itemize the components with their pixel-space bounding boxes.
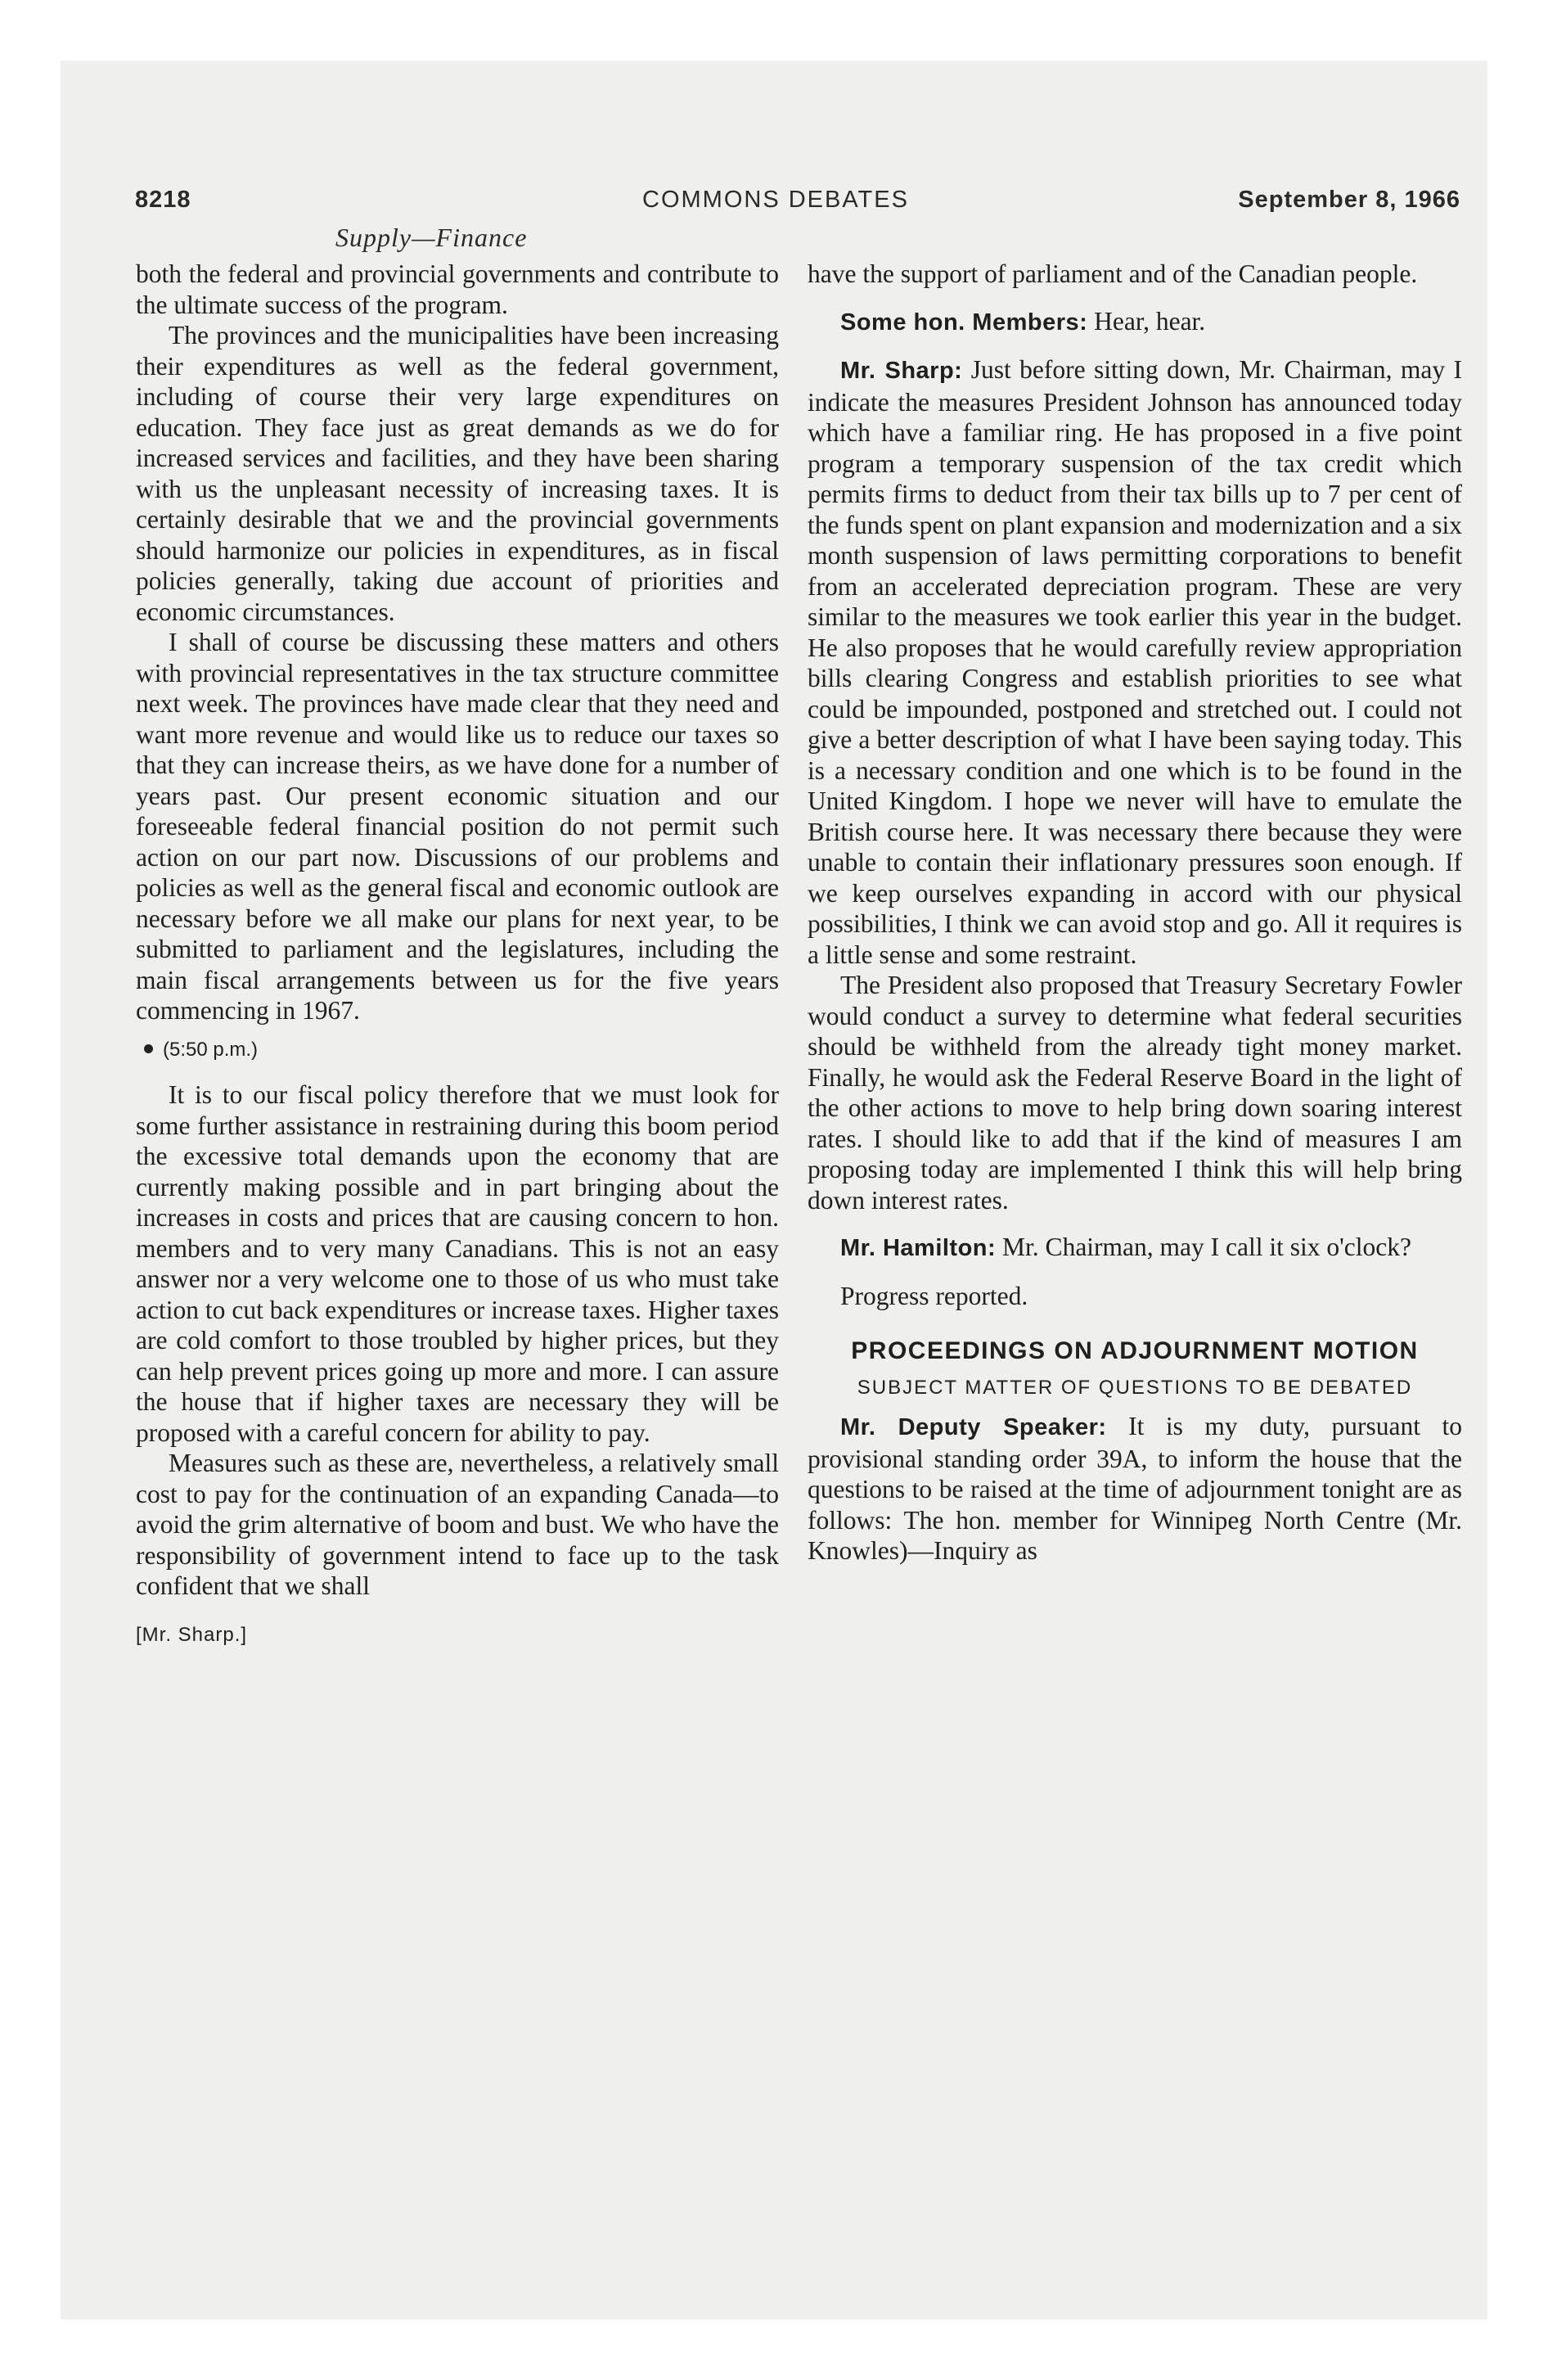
speaker-signature: [Mr. Sharp.] bbox=[136, 1623, 248, 1646]
speaker-name: Mr. Hamilton: bbox=[840, 1235, 997, 1261]
page-header bbox=[135, 187, 1460, 219]
speaker-name: Mr. Sharp: bbox=[840, 358, 963, 384]
section-heading: PROCEEDINGS ON ADJOURNMENT MOTION bbox=[851, 1337, 1419, 1364]
time-stamp bbox=[136, 1034, 779, 1066]
paragraph: The President also proposed that Treasury Secretary Fowler would conduct a survey to determine what federal securities should be withheld from the already tight money market. Finally, he would ask the Federal Reserve Board in the light of the other actions to move to help bring down soaring interest rates. I should like to add that if the kind of measures I am proposing today are implemented I think this will help bring down interest rates. bbox=[808, 971, 1462, 1215]
speech bbox=[808, 1411, 1462, 1566]
speech-text: It is my duty, pursuant to provisional standing order 39A, to inform the house that the questions to be raised at the time of adjournment tonight are as follows: The hon. member for Winnipeg North Centre (Mr. Knowles)—Inquiry as bbox=[808, 1412, 1462, 1565]
speech-text: Just before sitting down, Mr. Chairman, may I indicate the measures President Johnson has announced today which have a familiar ring. He has proposed in a five point program a temporary suspension of the tax credit which permits firms to deduct from their tax bills up to 7 per cent of the funds spent on plant expansion and modernization and a six month suspension of laws permitting corporations to benefit from an accelerated depreciation program. These are very similar to the measures we took earlier this year in the budget. He also proposes that he would carefully review appropriation bills clearing Congress and establish priorities to see what could be impounded, postponed and stretched out. I could not give a better description of what I have been saying today. This is a necessary condition and one which is to be found in the United Kingdom. I hope we never will have to emulate the British course here. It was necessary there because they were unable to contain their inflationary pressures soon enough. If we keep ourselves expanding in accord with our physical possibilities, I think we can avoid stop and go. All it requires is a little sense and some restraint. bbox=[808, 355, 1462, 969]
speech bbox=[808, 306, 1462, 339]
publication-title: COMMONS DEBATES bbox=[642, 187, 909, 213]
section-subheading: Supply—Finance bbox=[335, 223, 528, 252]
page-date: September 8, 1966 bbox=[1238, 187, 1460, 213]
speech bbox=[808, 1232, 1462, 1264]
right-column bbox=[808, 259, 1462, 1566]
paragraph: have the support of parliament and of the Canadian people. bbox=[808, 259, 1418, 288]
section-subheading: SUBJECT MATTER OF QUESTIONS TO BE DEBATED bbox=[857, 1377, 1413, 1399]
speech-text: Hear, hear. bbox=[1094, 306, 1206, 336]
page-number: 8218 bbox=[135, 187, 191, 213]
bullet-icon bbox=[144, 1044, 153, 1053]
paragraph: Progress reported. bbox=[840, 1281, 1028, 1310]
left-column bbox=[136, 259, 779, 1650]
speech-text: Mr. Chairman, may I call it six o'clock? bbox=[1002, 1233, 1411, 1261]
speech bbox=[808, 354, 1462, 970]
time-stamp-text: (5:50 p.m.) bbox=[163, 1038, 259, 1061]
paragraph: The provinces and the municipalities have been increasing their expenditures as well as the federal government, including of course their very large expenditures on education. They face just as great demands as we do for increased services and facilities, and they have been sharing with us the unpleasant necessity of increasing taxes. It is certainly desirable that we and the provincial governments should harmonize our policies in expenditures, as in fiscal policies generally, taking due account of priorities and economic circumstances. bbox=[136, 321, 779, 626]
paragraph: It is to our fiscal policy therefore that we must look for some further assistance in restraining during this boom period the excessive total demands upon the economy that are currently making possible and in part bringing about the increases in costs and prices that are causing concern to hon. members and to very many Canadians. This is not an easy answer nor a very welcome one to those of us who must take action to cut back expenditures or increase taxes. Higher taxes are cold comfort to those troubled by higher prices, but they can help prevent prices going up more and more. I can assure the house that if higher taxes are necessary they will be proposed with a careful concern for ability to pay. bbox=[136, 1080, 779, 1447]
speaker-name: Some hon. Members: bbox=[840, 309, 1088, 336]
speaker-name: Mr. Deputy Speaker: bbox=[840, 1414, 1107, 1440]
paragraph: I shall of course be discussing these matters and others with provincial representatives in the tax structure committee next week. The provinces have made clear that they need and want more revenue and would like us to reduce our taxes so that they can increase theirs, as we have done for a number of years past. Our present economic situation and our foreseeable federal financial position do not permit such action on our part now. Discussions of our problems and policies as well as the general fiscal and economic outlook are necessary before we all make our plans for next year, to be submitted to parliament and the legislatures, including the main fiscal arrangements between us for the five years commencing in 1967. bbox=[136, 628, 779, 1025]
paragraph: both the federal and provincial governments and contribute to the ultimate success of the program. bbox=[136, 259, 779, 319]
paragraph: Measures such as these are, nevertheless, a relatively small cost to pay for the continuation of an expanding Canada—to avoid the grim alternative of boom and bust. We who have the responsibility of government intend to face up to the task confident that we shall bbox=[136, 1449, 779, 1600]
